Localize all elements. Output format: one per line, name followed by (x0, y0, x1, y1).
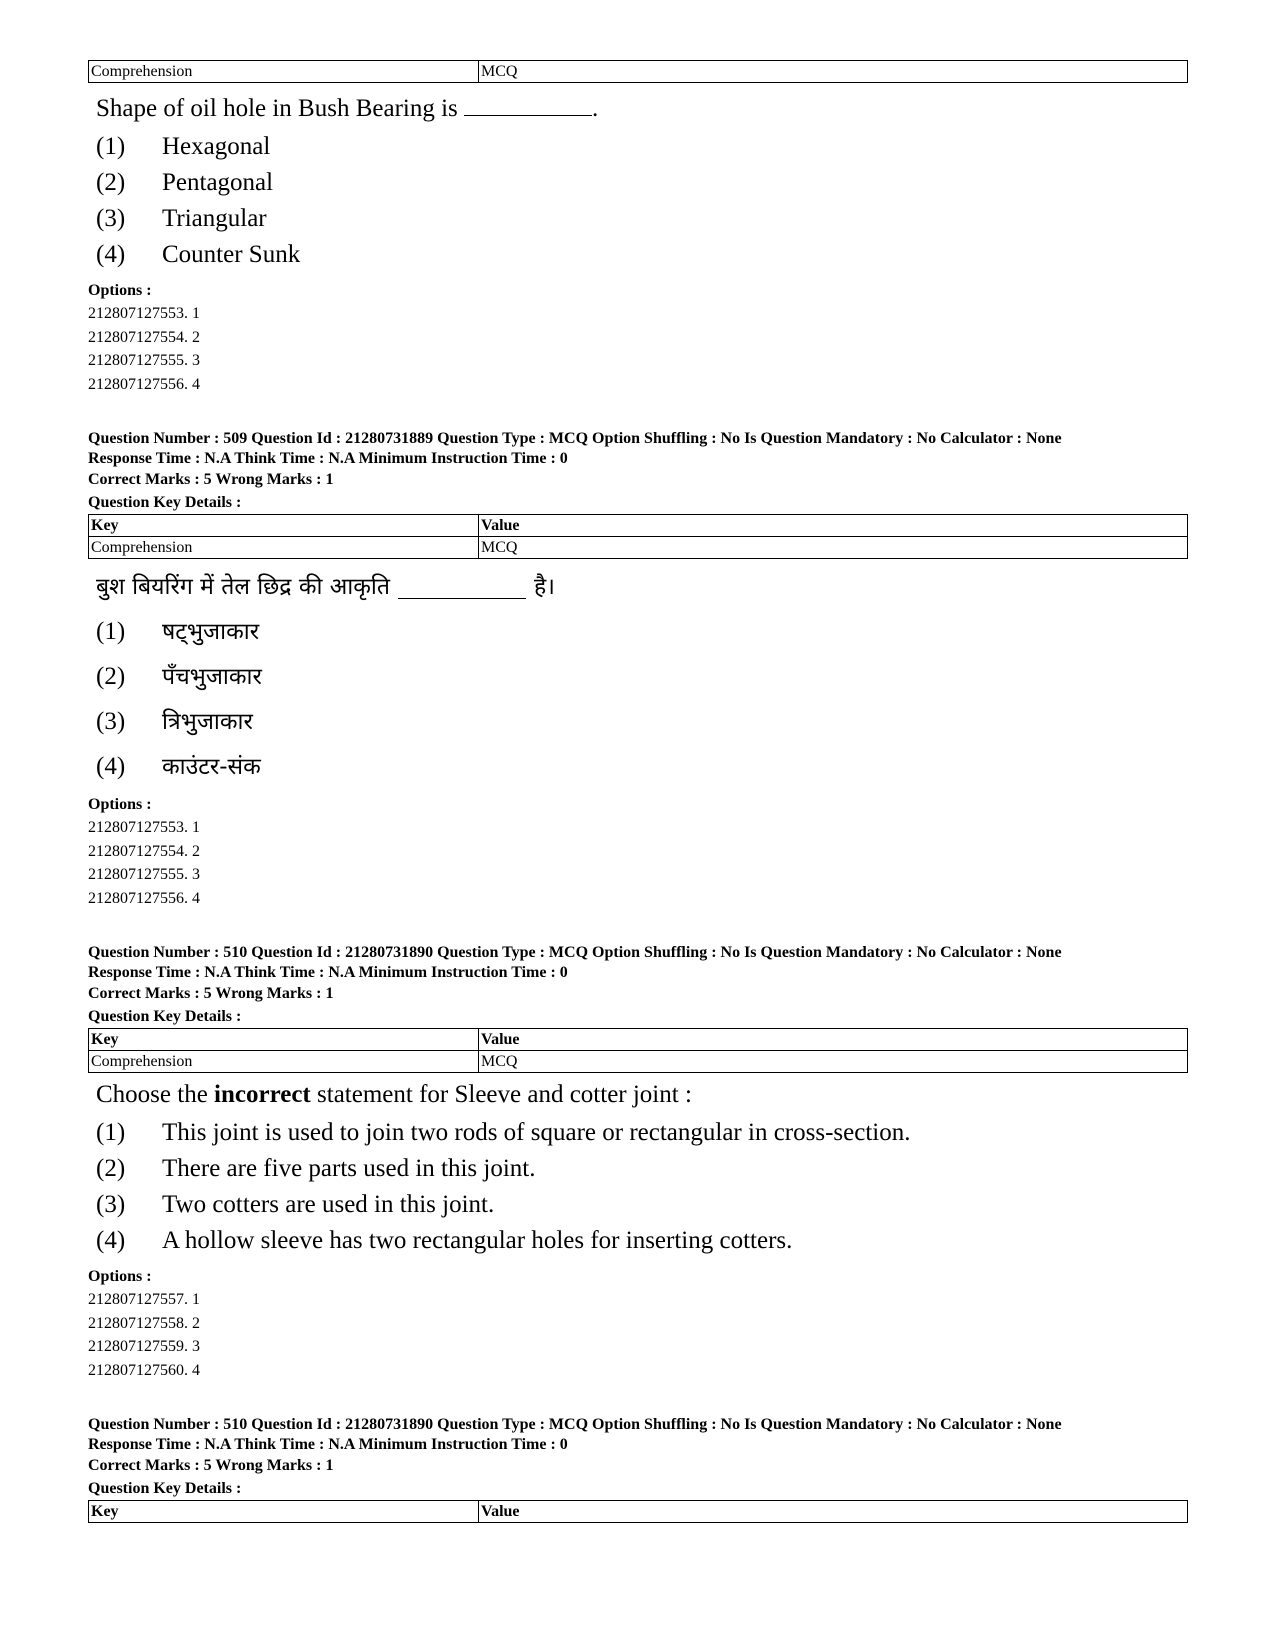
option-id-4: 212807127556. 4 (88, 375, 200, 393)
question-text (96, 1077, 1188, 1259)
answer-blank (398, 576, 526, 599)
question-key-table (88, 1028, 1188, 1073)
question-stem: बुश बियरिंग में तेल छिद्र की आकृति है। (96, 574, 555, 600)
key-details-label: Question Key Details : (88, 1008, 242, 1025)
value-header: Value (479, 515, 1188, 537)
question-block-510-english (88, 943, 1188, 1382)
key-header: Key (89, 1029, 479, 1051)
option-id-1: 212807127553. 1 (88, 819, 200, 836)
question-block-509-hindi (88, 429, 1188, 910)
question-meta: Question Number : 509 Question Id : 21280731889 Question Type : MCQ Option Shuffling : No Is Question Mandatory : No Calculator : None (88, 430, 1062, 447)
choice-3: (3) त्रिभुजाकार (96, 707, 253, 735)
option-id-2: 212807127558. 2 (88, 1314, 200, 1332)
table-row (89, 1051, 1188, 1073)
question-key-table (88, 1500, 1188, 1523)
question-meta: Question Number : 510 Question Id : 21280731890 Question Type : MCQ Option Shuffling : No Is Question Mandatory : No Calculator : None (88, 1416, 1062, 1433)
key-details-label: Question Key Details : (88, 494, 242, 511)
answer-blank (464, 93, 592, 116)
marks-info: Correct Marks : 5 Wrong Marks : 1 (88, 985, 334, 1002)
value-cell: MCQ (479, 61, 1188, 83)
choice-4: (4) A hollow sleeve has two rectangular holes for inserting cotters. (96, 1227, 793, 1254)
value-cell: MCQ (479, 537, 1188, 559)
table-row (89, 61, 1188, 83)
emphasis-incorrect: incorrect (214, 1081, 311, 1108)
options-label: Options : (88, 1268, 152, 1285)
value-header: Value (479, 1029, 1188, 1051)
table-row (89, 537, 1188, 559)
marks-info: Correct Marks : 5 Wrong Marks : 1 (88, 471, 334, 488)
question-stem: Choose the incorrect statement for Sleeve and cotter joint : (96, 1081, 692, 1108)
choice-1: (1) षट्भुजाकार (96, 617, 260, 645)
option-id-1: 212807127557. 1 (88, 1291, 200, 1308)
table-header-row (89, 515, 1188, 537)
question-key-table (88, 60, 1188, 83)
option-id-3: 212807127559. 3 (88, 1338, 200, 1355)
question-paper-page (88, 60, 1188, 1523)
key-header: Key (89, 515, 479, 537)
key-cell: Comprehension (89, 1051, 479, 1073)
marks-info: Correct Marks : 5 Wrong Marks : 1 (88, 1457, 334, 1474)
option-id-3: 212807127555. 3 (88, 352, 200, 369)
table-header-row (89, 1029, 1188, 1051)
choice-3: (3) Triangular (96, 205, 267, 232)
response-time-meta: Response Time : N.A Think Time : N.A Minimum Instruction Time : 0 (88, 963, 568, 981)
question-text (96, 91, 1188, 273)
option-id-4: 212807127560. 4 (88, 1361, 200, 1379)
choice-1: (1) Hexagonal (96, 133, 271, 160)
choice-2: (2) पँचभुजाकार (96, 662, 262, 690)
option-id-3: 212807127555. 3 (88, 866, 200, 883)
option-id-1: 212807127553. 1 (88, 305, 200, 322)
option-id-2: 212807127554. 2 (88, 842, 200, 860)
key-details-label: Question Key Details : (88, 1480, 242, 1497)
value-cell: MCQ (479, 1051, 1188, 1073)
choice-2: (2) There are five parts used in this joint. (96, 1155, 536, 1182)
choice-2: (2) Pentagonal (96, 169, 274, 196)
question-key-table (88, 514, 1188, 559)
choice-1: (1) This joint is used to join two rods of square or rectangular in cross-section. (96, 1119, 911, 1146)
table-header-row (89, 1501, 1188, 1523)
options-label: Options : (88, 282, 152, 299)
response-time-meta: Response Time : N.A Think Time : N.A Minimum Instruction Time : 0 (88, 449, 568, 467)
value-header: Value (479, 1501, 1188, 1523)
response-time-meta: Response Time : N.A Think Time : N.A Minimum Instruction Time : 0 (88, 1435, 568, 1453)
question-text (96, 565, 1188, 789)
question-block-508-english (88, 60, 1188, 396)
question-stem: Shape of oil hole in Bush Bearing is . (96, 95, 599, 122)
option-id-4: 212807127556. 4 (88, 889, 200, 907)
key-header: Key (89, 1501, 479, 1523)
key-cell: Comprehension (89, 537, 479, 559)
choice-4: (4) काउंटर-संक (96, 752, 261, 780)
key-cell: Comprehension (89, 61, 479, 83)
options-label: Options : (88, 796, 152, 813)
choice-4: (4) Counter Sunk (96, 241, 301, 268)
choice-3: (3) Two cotters are used in this joint. (96, 1191, 495, 1218)
option-id-2: 212807127554. 2 (88, 328, 200, 346)
question-block-510-hindi (88, 1415, 1188, 1523)
question-meta: Question Number : 510 Question Id : 21280731890 Question Type : MCQ Option Shuffling : No Is Question Mandatory : No Calculator : None (88, 944, 1062, 961)
